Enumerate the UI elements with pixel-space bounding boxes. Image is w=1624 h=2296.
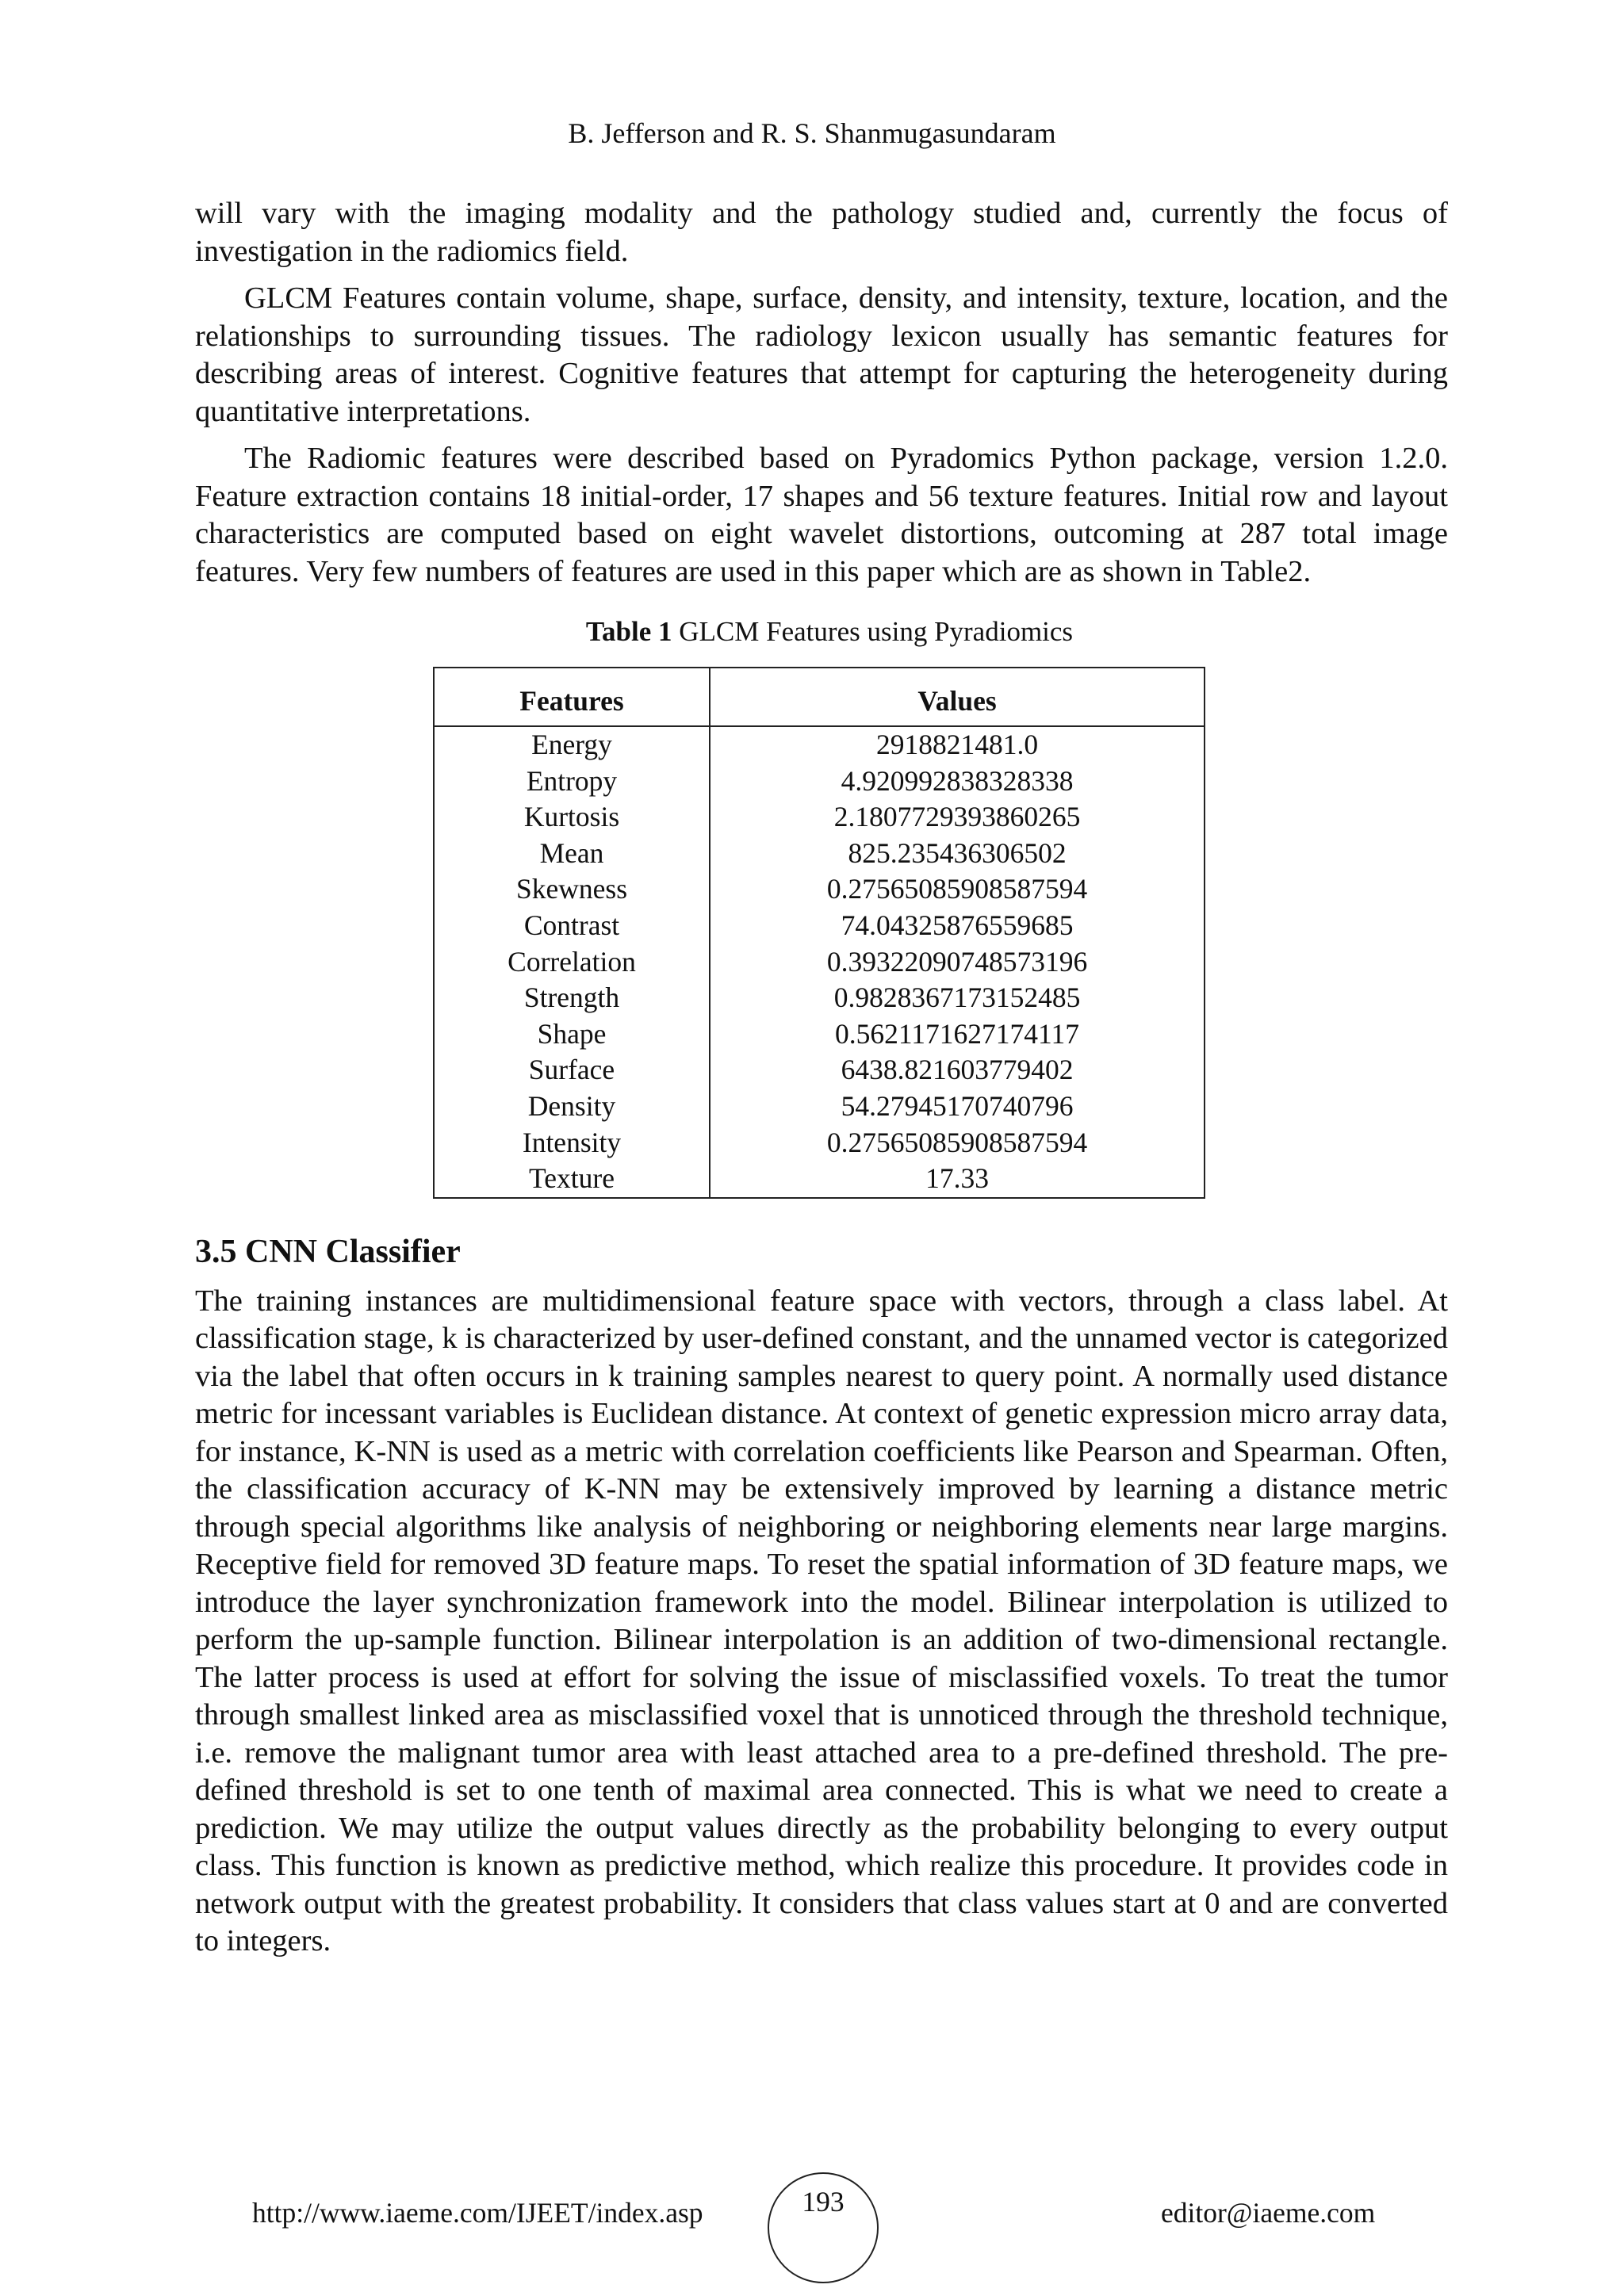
feature-value-cell: 0.39322090748573196 bbox=[710, 944, 1205, 981]
feature-name-cell: Texture bbox=[434, 1161, 710, 1198]
main-content bbox=[195, 195, 1448, 1970]
feature-value-cell: 74.04325876559685 bbox=[710, 908, 1205, 944]
intro-paragraph-1: will vary with the imaging modality and the pathology studied and, currently the focus of investigation in the radiomics field. bbox=[195, 197, 1448, 268]
page-number-badge: 193 bbox=[768, 2172, 879, 2283]
feature-name-cell: Shape bbox=[434, 1016, 710, 1053]
feature-name-cell: Surface bbox=[434, 1052, 710, 1089]
feature-name-cell: Density bbox=[434, 1089, 710, 1125]
feature-value-cell: 0.27565085908587594 bbox=[710, 1125, 1205, 1161]
table-caption-text: GLCM Features using Pyradiomics bbox=[672, 616, 1074, 647]
feature-name-cell: Energy bbox=[434, 726, 710, 763]
feature-name-cell: Contrast bbox=[434, 908, 710, 944]
table-caption-label: Table 1 bbox=[585, 616, 672, 647]
feature-value-cell: 0.9828367173152485 bbox=[710, 980, 1205, 1016]
table-row bbox=[434, 1161, 1205, 1198]
table-row bbox=[434, 799, 1205, 836]
feature-value-cell: 2918821481.0 bbox=[710, 726, 1205, 763]
feature-name-cell: Kurtosis bbox=[434, 799, 710, 836]
table-row bbox=[434, 1052, 1205, 1089]
table-row bbox=[434, 1125, 1205, 1161]
footer-journal-link[interactable]: http://www.iaeme.com/IJEET/index.asp bbox=[252, 2197, 703, 2229]
section-body-paragraph: The training instances are multidimensional feature space with vectors, through a class label. At classification stage, k is characterized by user-defined constant, and the unnamed vector is categorized via the label that often occurs in k training samples nearest to query point. A normally used distance metric for incessant variables is Euclidean distance. At context of genetic expression micro array data, for instance, K-NN is used as a metric with correlation coefficients like Pearson and Spearman. Often, the classification accuracy of K-NN may be extensively improved by learning a distance metric through special algorithms like analysis of neighboring or neighboring elements near large margins. Receptive field for removed 3D feature maps. To reset the spatial information of 3D feature maps, we introduce the layer synchronization framework into the model. Bilinear interpolation is utilized to perform the up-sample function. Bilinear interpolation is an addition of two-dimensional rectangle. The latter process is used at effort for solving the issue of misclassified voxels. To treat the tumor through smallest linked area as misclassified voxel that is unnoticed through the threshold technique, i.e. remove the malignant tumor area with least attached area to a pre-defined threshold. The pre-defined threshold is set to one tenth of maximal area connected. This is what we need to create a prediction. We may utilize the output values directly as the probability belonging to every output class. This function is known as predictive method, which realize this procedure. It provides code in network output with the greatest probability. It considers that class values start at 0 and are converted to integers. bbox=[195, 1284, 1448, 1958]
table-row bbox=[434, 980, 1205, 1016]
page-footer bbox=[0, 2172, 1624, 2252]
glcm-features-table bbox=[433, 667, 1205, 1199]
feature-value-cell: 54.27945170740796 bbox=[710, 1089, 1205, 1125]
table-row bbox=[434, 944, 1205, 981]
feature-value-cell: 6438.821603779402 bbox=[710, 1052, 1205, 1089]
table-row bbox=[434, 836, 1205, 872]
table-row bbox=[434, 871, 1205, 908]
feature-value-cell: 4.920992838328338 bbox=[710, 763, 1205, 800]
feature-name-cell: Correlation bbox=[434, 944, 710, 981]
footer-email-link[interactable]: editor@iaeme.com bbox=[1161, 2197, 1376, 2229]
table-header-features: Features bbox=[434, 668, 710, 726]
table-row bbox=[434, 1016, 1205, 1053]
section-heading-cnn-classifier: 3.5 CNN Classifier bbox=[195, 1233, 461, 1270]
intro-paragraph-3: The Radiomic features were described based on Pyradomics Python package, version 1.2.0. Feature extraction contains 18 initial-order, 17 shapes and 56 texture features. Initial row and layout characteristics are computed based on eight wavelet distortions, outcoming at 287 total image features. Very few numbers of features are used in this paper which are as shown in Table2. bbox=[195, 442, 1448, 588]
feature-name-cell: Skewness bbox=[434, 871, 710, 908]
table-row bbox=[434, 726, 1205, 763]
feature-value-cell: 0.5621171627174117 bbox=[710, 1016, 1205, 1053]
feature-name-cell: Strength bbox=[434, 980, 710, 1016]
table-row bbox=[434, 1089, 1205, 1125]
table-row bbox=[434, 763, 1205, 800]
table-row bbox=[434, 908, 1205, 944]
feature-name-cell: Entropy bbox=[434, 763, 710, 800]
feature-value-cell: 2.1807729393860265 bbox=[710, 799, 1205, 836]
feature-value-cell: 17.33 bbox=[710, 1161, 1205, 1198]
feature-value-cell: 825.235436306502 bbox=[710, 836, 1205, 872]
table-caption bbox=[195, 614, 1448, 649]
feature-name-cell: Intensity bbox=[434, 1125, 710, 1161]
feature-value-cell: 0.27565085908587594 bbox=[710, 871, 1205, 908]
running-header-authors: B. Jefferson and R. S. Shanmugasundaram bbox=[568, 117, 1056, 149]
intro-paragraph-2: GLCM Features contain volume, shape, surface, density, and intensity, texture, location, and the relationships to surrounding tissues. The radiology lexicon usually has semantic features for describing areas of interest. Cognitive features that attempt for capturing the heterogeneity during quantitative interpretations. bbox=[195, 281, 1448, 428]
table-header-row bbox=[434, 668, 1205, 726]
table-header-values: Values bbox=[710, 668, 1205, 726]
feature-name-cell: Mean bbox=[434, 836, 710, 872]
